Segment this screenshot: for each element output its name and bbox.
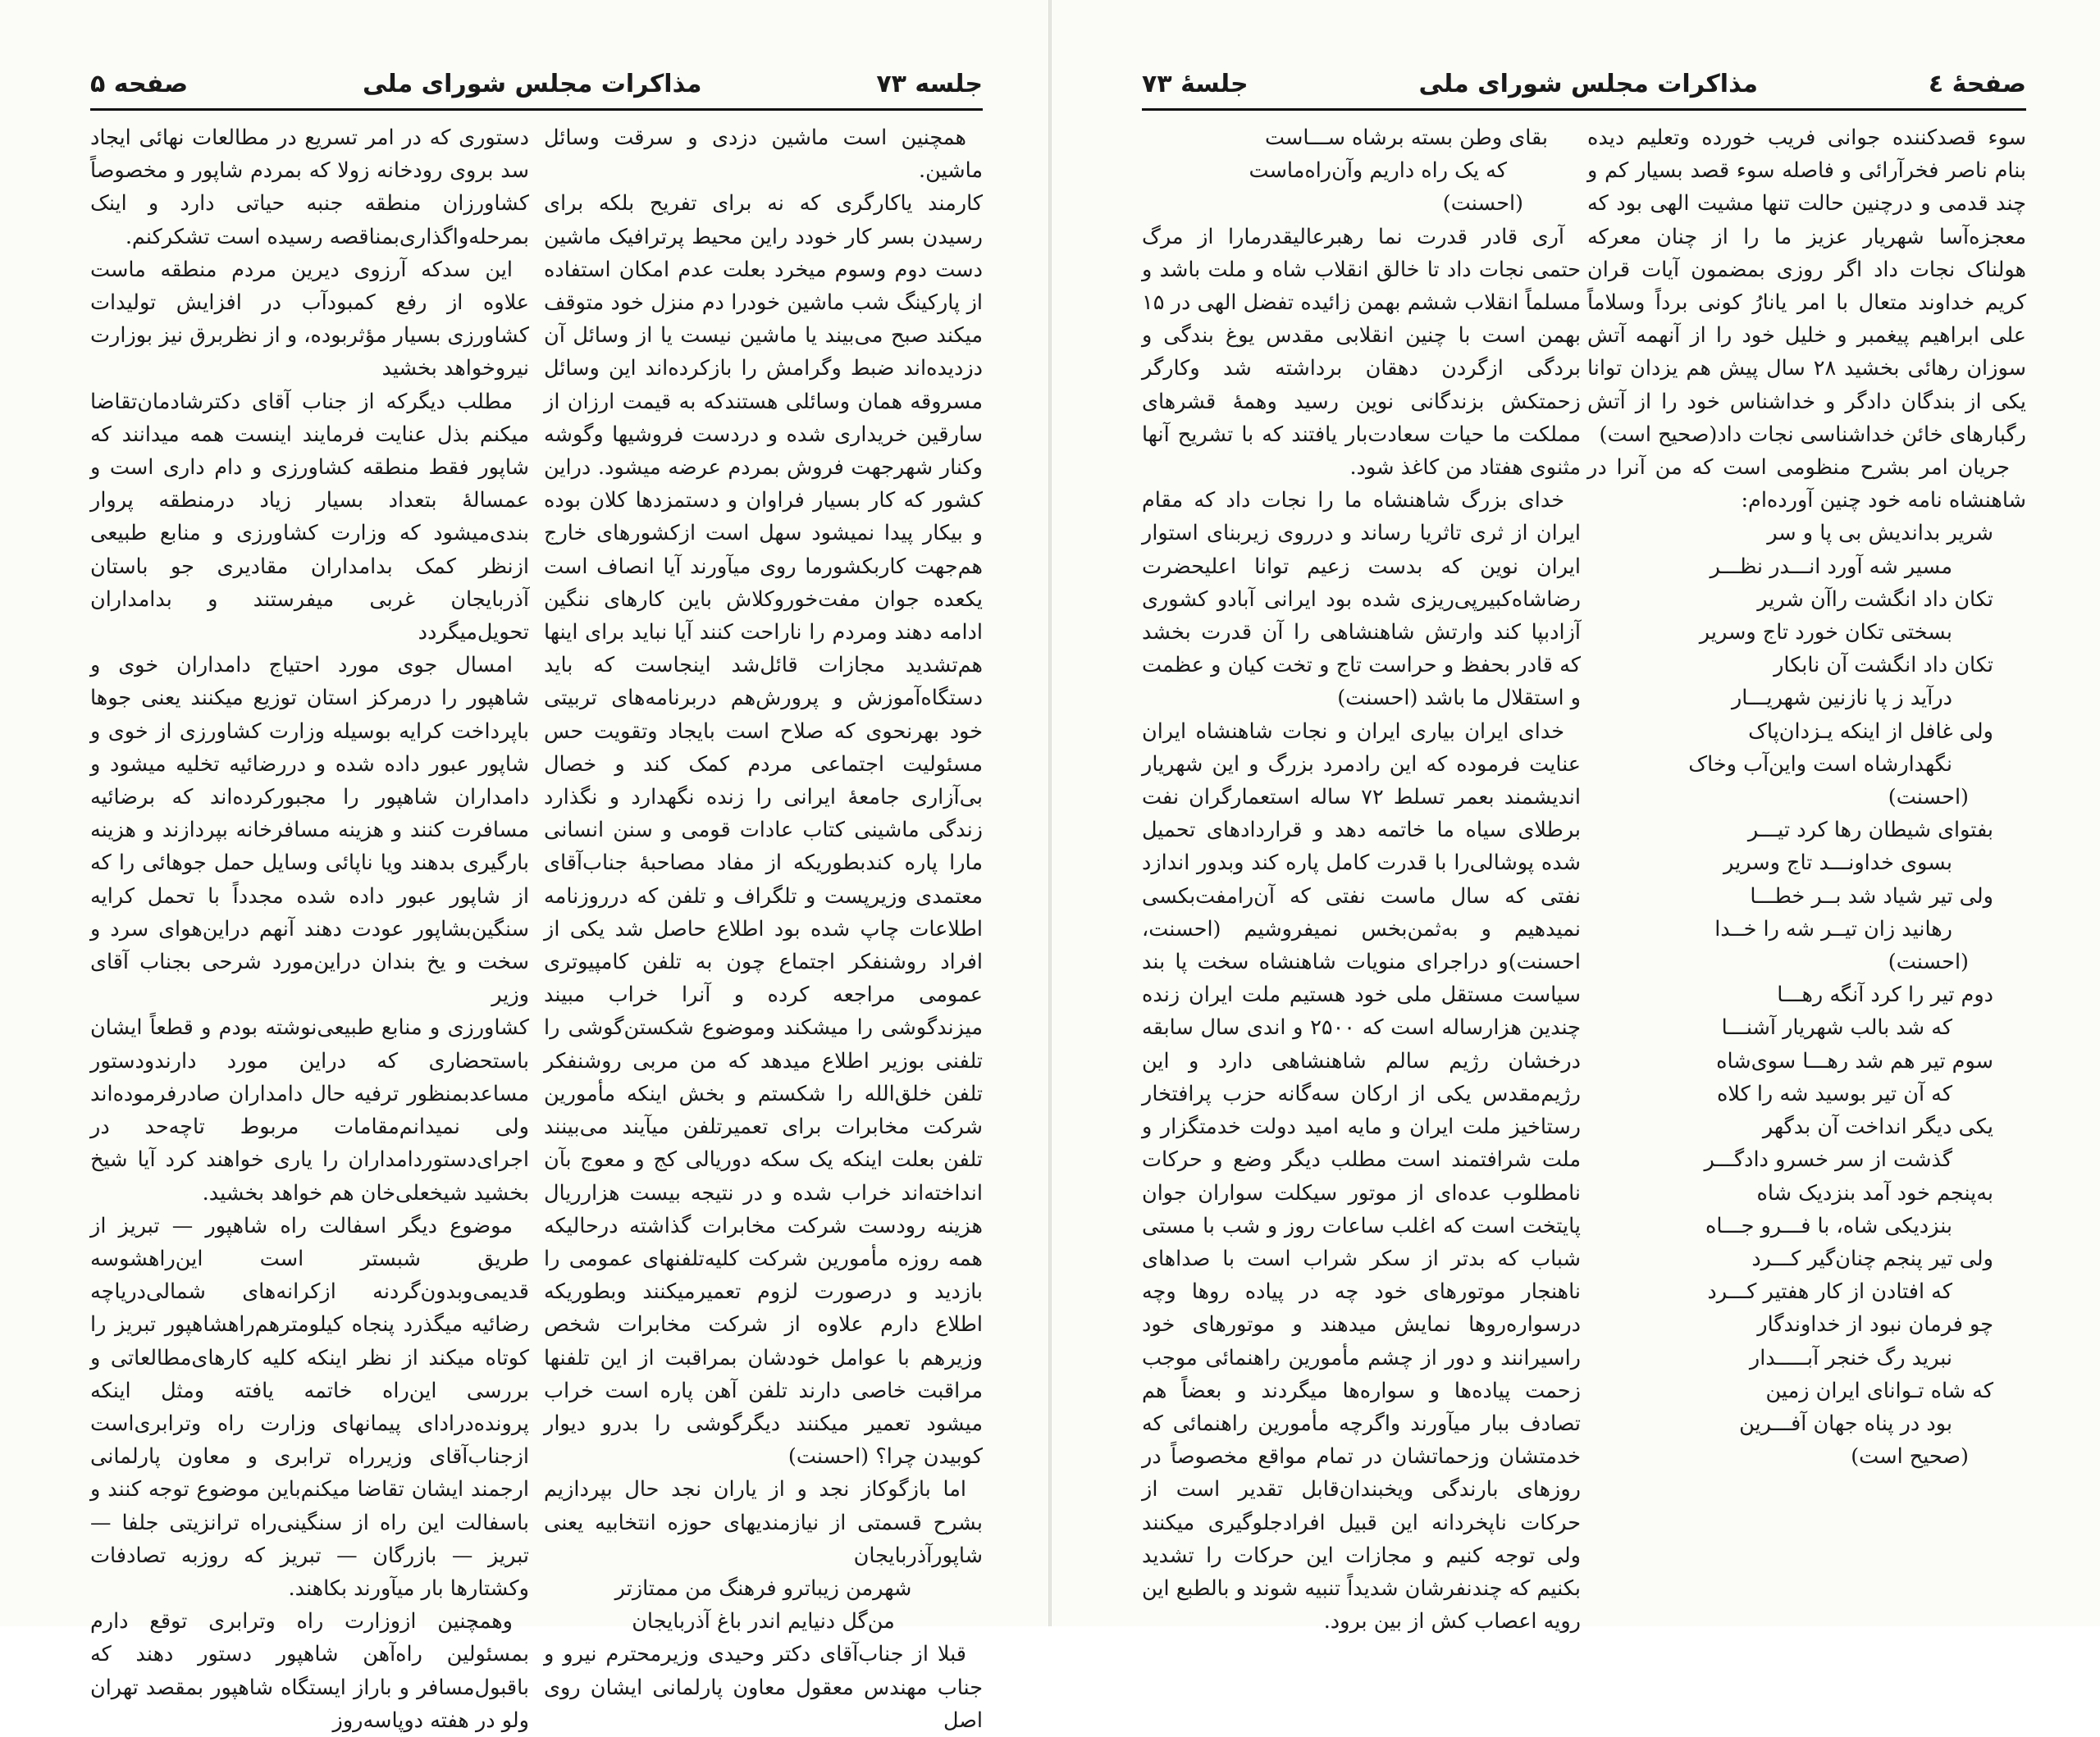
page-five <box>0 0 1048 1733</box>
verse-line: نگهدارشاه است واین‌آب وخاک <box>1688 751 1952 777</box>
verse-line: رهانید زان تیــر شه را خــدا <box>1714 916 1952 941</box>
paragraph: اما بازگوکاز نجد و از یاران نجد حال بپردازیم بشرح قسمتی از نیازمندیهای حوزه انتخابیه یعنی شاپورآذربایجان <box>544 1477 983 1568</box>
session-label: جلسه ۷۳ <box>876 69 983 98</box>
verse-line: که آن تیر بوسید شه را کلاه <box>1717 1081 1952 1106</box>
verse-line: ولی تیر پنجم چنان‌گیر کـــرد <box>1751 1246 1993 1271</box>
text-columns <box>1142 121 2026 1634</box>
verse-line: مسیر شه آورد انـــدر نظـــر <box>1710 554 1952 579</box>
page-number: صفحهٔ ٤ <box>1928 69 2026 98</box>
paragraph: آری قادر قدرت نما رهبرعالیقدرمارا از مرگ حتمی نجات داد تا خالق انقلاب شاه و ملت باشد و مسلماً انقلاب ششم بهمن زائیده تفضل الهی در ۱۵ بهمن است با چنین انقلابی مقدس یوغ بندگی و بردگی ازگردن دهقان برداشته شد وکارگر زحمتکش بزندگانی نوین رسید وهمهٔ قشرهای مملکت ما حیات سعادت‌بار یافتند که با تشریح آنها مثنوی هفتاد من کاغذ شود. <box>1142 224 1581 481</box>
paragraph: این سدکه آرزوی دیرین مردم منطقه ماست علاوه از رفع کمبودآب در افزایش تولیدات کشاورزی بسیار مؤثربوده، و از نظربرق نیز بوزارت نیروخواهد بخشید <box>90 257 529 381</box>
verse-line: تکان داد انگشت آن نابکار <box>1774 653 1993 678</box>
paragraph-continued: کشاورزی و منابع طبیعی‌نوشته بودم و قطعاً ایشان باستحضاری که دراین مورد دارندودستور مساعدبمنظور ترفیه حال دامداران صادرفرموده‌اند ولی نمیدانم‌مقامات مربوط تا‌چه‌حد در اجرای‌دستور‌دامداران را یاری خواهند کرد آیا شیخ بخشید شیخعلی‌خان هم خواهد بخشید. <box>90 1015 529 1206</box>
verse-line: چو فرمان نبود از خداوندگار <box>1757 1312 1993 1338</box>
page-title: مذاکرات مجلس شورای ملی <box>363 69 702 98</box>
verse-line: که یک راه داریم وآن‌راه‌ماست <box>1249 158 1507 184</box>
verse-line: بقای وطن بسته برشاه ســـاست <box>1265 125 1548 150</box>
column-right <box>1587 121 2026 1577</box>
verse-line: شریر بداندیش بی پا و سر <box>1767 521 1993 546</box>
paragraph: امسال جوی مورد احتیاج دامداران خوی و شاهپور را درمرکز استان توزیع میکنند یعنی جوها باپرداخت کرایه بوسیله وزارت کشاورزی از خوی و شاپور عبور داده شده و دررضائیه تخلیه میشود و دامداران شاهپور را مجبورکرده‌اند که برضائیه مسافرت کنند و هزینه مسافرخانه بپردازند و هزینه بارگیری بدهند ویا ناپائی وسایل حمل جوهائی را که از شاپور عبور داده شده مجدداً با تحمل کرایه سنگین‌بشاپور عودت دهند آنهم دراین‌هوای سرد و سخت و یخ بندان دراین‌مورد شرحی بجناب آقای وزیر <box>90 653 529 1008</box>
session-label: جلسهٔ ۷۳ <box>1142 69 1249 98</box>
verse-line: بنزدیکی شاه، با فـــرو جـــاه <box>1705 1213 1952 1238</box>
verse-line: بفتوای شیطان رها کرد تیـــر <box>1747 818 1993 843</box>
verse-line: که شاه تـوانای ایران زمین <box>1765 1378 1993 1403</box>
verse-line: نبرید رگ خنجر آبـــــدار <box>1749 1345 1952 1370</box>
paragraph: خدای بزرگ شاهنشاه ما را نجات داد که مقام ایران از ثری تاثریا رساند و درروی زیربنای استوار ایران نوین که بدست زعیم توانا اعلیحضرت رضاشاه‌کبیرپی‌ریزی شده بود ایرانی آبادو کشوری آزادبپا کند وارتش شاهنشاهی را آن قدرت بخشد که قادر بحفظ و حراست تاج و تخت کیان و عظمت و استقلال ما باشد (احسنت) <box>1142 488 1581 711</box>
verse-line: که شد بالب شهریار آشنـــا <box>1721 1015 1952 1041</box>
poem-line: شهرمن زیباترو فرهنگ من ممتازتر <box>614 1575 912 1601</box>
verse-line: گذشت از سر خسرو دادگـــر <box>1704 1147 1952 1173</box>
paragraph: وهمچنین ازوزارت راه وترابری توقع دارم بمسئولین راه‌آهن شاهپور دستور دهند که باقبول‌مسافر و باراز ایستگاه شاهپور بمقصد تهران ولو در هفته دوپاسه‌روز <box>90 1609 529 1733</box>
poem-line: من‌گل دنیایم اندر باغ آذربایجان <box>632 1609 895 1634</box>
paragraph: خدای ایران بیاری ایران و نجات شاهنشاه ایران عنایت فرموده که این رادمرد بزرگ و این شهریار اندیشمند بعمر تسلط ۷۲ ساله استعمارگران نفت برطلای سیاه ما خاتمه دهد و قراردادهای تحمیل شده پوشالی‌را با قدرت کامل پاره کند وبدور اندازد نفتی که سال ماست نفتی که آن‌رامفت‌بکسی نمیدهیم و به‌ثمن‌بخس نمیفروشیم (احسنت، احسنت)و دراجرای منویات شاهنشاه سخت پا بند سیاست مستقل ملی خود هستیم ملت ایران زنده چندین هزارساله است که ۲۵۰۰ و اندی سال سابقه درخشان رژیم سالم شاهنشاهی دارد و این رژیم‌مقدس یکی از ارکان سه‌گانه حزب پرافتخار رستاخیز ملت ایران و مایه امید دولت خدمتگزار و ملت شرافتمند است مطلب دیگر وضع و حرکات نامطلوب عده‌ای از موتور سیکلت سواران جوان پایتخت است که اغلب ساعات روز و شب با مستی شباب که بدتر از سکر شراب است با صداهای ناهنجار موتورهای خود چه در پیاده روها وچه درسواره‌روها نمایش میدهند و موتورهای خود راسیرانند و دور از چشم مأمورین راهنمائی موجب زحمت پیاده‌ها و سواره‌ها میگردند و بعضاً هم تصادف ببار میآورند واگرچه مأمورین راهنمائی که خدمتشان وزحماتشان در تمام مواقع مخصوصاً در روزهای بارندگی ویخبندان‌قابل تقدیر است از حرکات ناپخردانه این قبیل افرادجلوگیری میکنند ولی توجه کنیم و مجازات این حرکات را تشدید بکنیم که چندنفرشان شدیداً تنبیه شوند و بالطبع این رویه اعصاب کش از بین برود. <box>1142 718 1581 1634</box>
verse-line: ولی غافل از اینکه یـزدان‌پاک <box>1748 718 1993 744</box>
page-number: صفحه ۵ <box>90 69 189 98</box>
paragraph-continued: سوء قصدکننده جوانی فریب خورده وتعلیم دیده بنام ناصر فخرآرائی و فاصله سوء قصد بسیار کم و چند قدمی و درچنین حالت تنها مشیت الهی بود که معجزه‌آسا شهریار عزیز ما را از چنان معرکه هولناک نجات داد اگر روزی بمضمون آیات قران کریم خداوند متعال با امر یانارُ کونی برداً وسلاماً علی ابراهیم پیغمبر و خلیل خود را از آنهمه آتش سوزان رهائی بخشید ۲۸ سال پیش هم یزدان توانا یکی از بندگان دادگر و خداشناس خود را از آتش رگبارهای خائن خداشناسی نجات داد(صحیح است) <box>1587 125 2026 447</box>
audience-reaction: (احسنت) <box>1888 950 1969 975</box>
verse-line: دوم تیر را کرد آنگه رهـــا <box>1777 982 1993 1008</box>
paragraph-continued: دستوری که در امر تسریع در مطالعات نهائی ایجاد سد بروی رودخانه زولا که بمردم شاپور و مخصوصاً کشاورزان منطقه جنبه حیاتی دارد و اینک بمرحله‌واگذاری‌بمناقصه رسیده است تشکرکنم. <box>90 125 529 249</box>
paragraph: مطلب دیگرکه از جناب آقای دکترشادمان‌تقاضا میکنم بذل عنایت فرمایند اینست همه میدانند که شاپور فقط منطقه کشاورزی و دام داری است و عمسالۀ بتعداد بسیار زیاد درمنطقه پروار بندی‌میشود که وزارت کشاورزی و منابع طبیعی ازنظر کمک بدامداران مقادیری جو باستان آذربایجان غربی میفرستند و بدامداران تحویل‌میگردد <box>90 389 529 645</box>
verse-line: یکی دیگر انداخت آن بدگهر <box>1762 1115 1993 1140</box>
verse-line: بود در پناه جهان آفـــرین <box>1739 1411 1952 1436</box>
paragraph: جریان امر بشرح منظومی است که من آنرا در شاهنشاه نامه خود چنین آورده‌ام: <box>1587 455 2026 513</box>
verse-line: به‌پنجم خود آمد بنزدیک شاه <box>1756 1180 1993 1206</box>
verse-line: بسوی خداونـــد تاج وسریر <box>1723 850 1952 876</box>
audience-reaction: (صحیح است) <box>1851 1444 1969 1470</box>
page-header <box>1142 64 2026 111</box>
column-left <box>1142 121 1581 1634</box>
verse-line: درآید ز پا نازنین شهریـــار <box>1731 686 1952 711</box>
paragraph: قبلا از جناب‌آقای دکتر وحیدی وزیرمحترم نیرو و جناب مهندس معقول معاون پارلمانی ایشان روی اصل <box>544 1642 983 1733</box>
page-title: مذاکرات مجلس شورای ملی <box>1418 69 1758 98</box>
column-right <box>544 121 983 1733</box>
paragraph-continued: کارمند یاکارگری که نه برای تفریح بلکه برای رسیدن بسر کار خودد راین محیط پرترافیک ماشین دست دوم وسوم میخرد بعلت عدم امکان استفاده از پارکینگ شب ماشین خودرا دم منزل خود متوقف میکند صبح می‌بیند یا ماشین نیست یا از وسائل آن دزدیده‌اند ضبط وگرامش را بازکرده‌اند این وسائل مسروقه همان وسائلی هستندکه به قیمت ارزان از سارقین خریداری شده و دردست فروشیها وگوشه وکنار شهرجهت فروش بمردم عرضه میشود. دراین کشور که کار بسیار فراوان و دستمزدها کلان بوده و بیکار پیدا نمیشود سهل است ازکشورهای خارج هم‌جهت کاربکشورما روی میآورند آیا انصاف است یکعده جوان مفت‌خوروکلاش باین کارهای ننگین ادامه دهند ومردم را ناراحت کنند آیا نباید برای اینها هم‌تشدید مجازات قائل‌شد اینجاست که باید دستگاه‌آموزش و پرورش‌هم دربرنامه‌های تربیتی خود بهرنحوی که صلاح است بایجاد وتقویت حس مسئولیت اجتماعی مردم کمک کند و خصال بی‌آزاری جامعهٔ ایرانی را زنده نگهدارد و نگذارد زندگی ماشینی کتاب عادات قومی و سنن انسانی مارا پاره کندبطوریکه از مفاد مصاحبهٔ جناب‌آقای معتمدی وزیرپست و تلگراف و تلفن که درروزنامه اطلاعات چاپ شده بود اطلاع حاصل شد یکی از افراد روشنفکر اجتماع چون به تلفن کامپیوتری عمومی مراجعه کرده و آنرا خراب مبیند میزندگوشی را میشکند وموضوع شکستن‌گوشی را تلفنی بوزیر اطلاع میدهد که من مربی روشنفکر تلفن خلق‌الله را شکستم و بخش اینکه مأمورین شرکت مخابرات برای تعمیرتلفن میآیند می‌بینند تلفن بعلت اینکه یک سکه دوریالی کج و معوج بآن انداخته‌اند خراب شده و در نتیجه بیست هزارریال هزینه رودست شرکت مخابرات گذاشته درحالیکه همه روزه مأمورین شرکت کلیه‌تلفنهای عمومی را بازدید و درصورت لزوم تعمیرمیکنند وبطوریکه اطلاع دارم علاوه از شرکت مخابرات شخص وزیرهم با عوامل خودشان بمراقبت از این تلفنها مراقبت خاصی دارند تلفن آهن پاره است خراب میشود تعمیر میکنند دیگرگوشی را بدرو دیوار کوبیدن چرا؟ (احسنت) <box>544 191 983 1470</box>
verse-line: که افتادن از کار هفتیر کـــرد <box>1707 1279 1952 1305</box>
audience-reaction: (احسنت) <box>1888 785 1969 810</box>
verse-line: تکان داد انگشت راآن شریر <box>1757 586 1993 612</box>
verse-line: سوم تیر هم شد رهـــا سوی‌شاه <box>1716 1048 1993 1074</box>
paragraph: همچنین است ماشین دزدی و سرقت وسائل ماشین. <box>544 125 983 184</box>
text-columns <box>90 121 983 1733</box>
verse-line: بسختی تکان خورد تاج وسریر <box>1699 620 1952 645</box>
page-four <box>1052 0 2100 1634</box>
verse-line: ولی تیر شیاد شد بــر خطـــا <box>1750 883 1993 909</box>
page-header <box>90 64 983 111</box>
column-left <box>90 121 529 1733</box>
audience-reaction: (احسنت) <box>1442 191 1523 217</box>
paragraph: موضوع دیگر اسفالت راه شاهپور — تبریز از طریق شبستر است این‌راهشوسه قدیمی‌وبدون‌گردنه ازکرانه‌های شمالی‌دریاچه رضائیه میگذرد پنجاه کیلومترهم‌راهشاهپور تبریز را کوتاه میکند از نظر اینکه کلیه کارهای‌مطالعاتی و بررسی این‌راه خاتمه یافته ومثل اینکه پرونده‌درادای پیمانهای وزارت راه وترابری‌است ازجناب‌آقای وزیرراه ترابری و معاون پارلمانی ارجمند ایشان تقاضا میکنم‌باین موضوع توجه کنند و باسفالت این راه از سنگینی‌راه ترانزیتی جلفا — تبریز — بازرگان — تبریز که روزبه تصادفات وکشتارها بار میآورند بکاهند. <box>90 1213 529 1601</box>
